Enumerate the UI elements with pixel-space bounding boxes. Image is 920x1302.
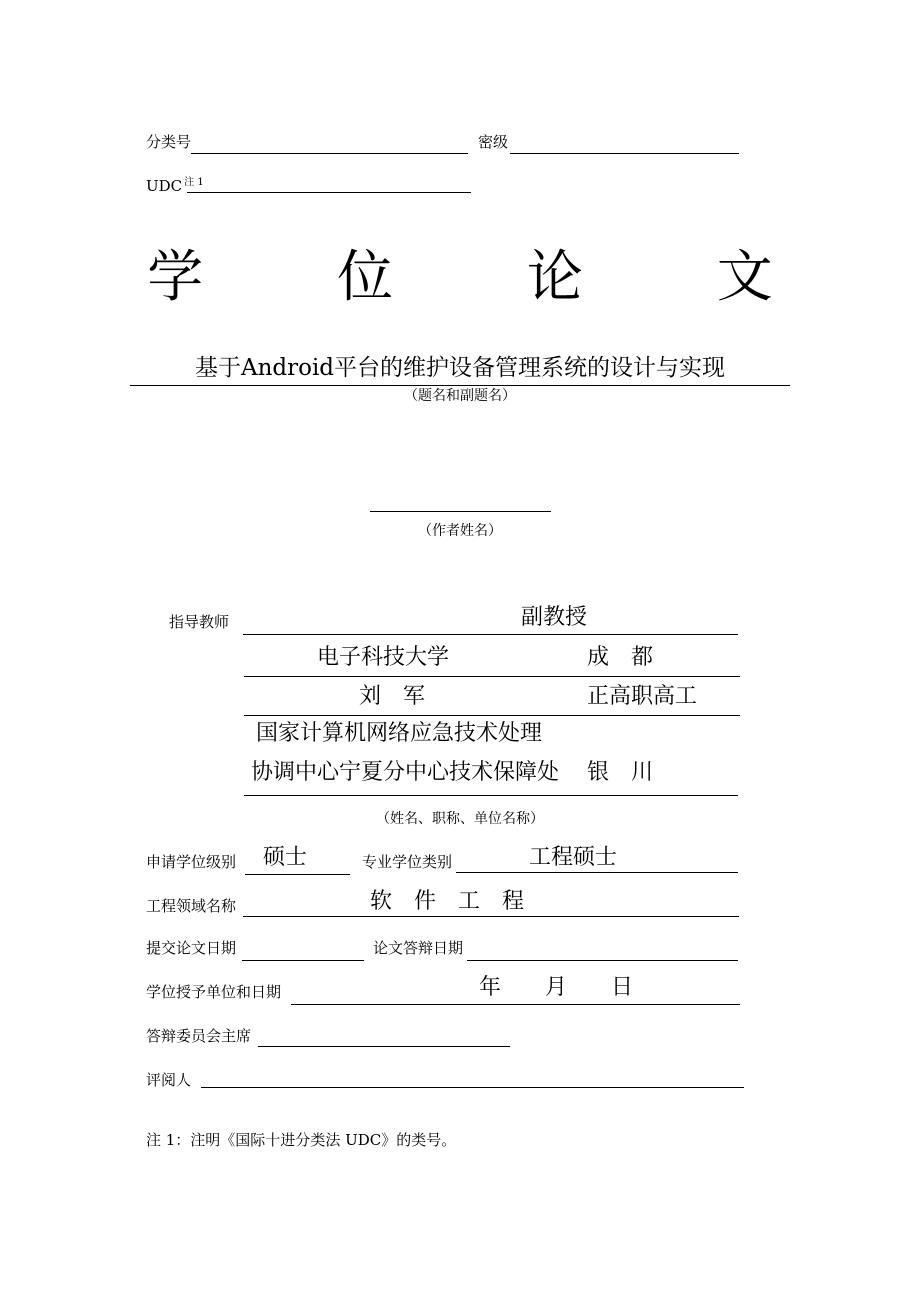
degree-type-value: 工程硕士 <box>529 845 618 870</box>
footnote: 注 1：注明《国际十进分类法 UDC》的类号。 <box>146 1131 457 1149</box>
degree-level-label: 申请学位级别 <box>146 853 237 871</box>
classification-label: 分类号 <box>146 133 192 151</box>
advisor-unit: 电子科技大学 <box>317 645 450 670</box>
author-caption: （作者姓名） <box>418 523 502 539</box>
committee-chair-line[interactable] <box>258 1046 510 1047</box>
degree-type-line[interactable] <box>456 872 738 873</box>
advisor-row1-line[interactable] <box>243 634 738 635</box>
degree-type-label: 专业学位类别 <box>362 853 453 871</box>
author-name-field[interactable] <box>370 511 551 512</box>
udc-field[interactable] <box>187 192 471 193</box>
co-advisor-unit-line1: 国家计算机网络应急技术处理 <box>256 721 543 746</box>
degree-level-value: 硕士 <box>263 845 308 870</box>
secret-level-field[interactable] <box>510 153 739 154</box>
co-advisor-name: 刘 军 <box>359 684 426 709</box>
advisor-caption: （姓名、职称、单位名称） <box>376 811 544 827</box>
advisor-title: 副教授 <box>521 605 588 630</box>
field-name-label: 工程领域名称 <box>146 897 237 915</box>
advisor-row2-line[interactable] <box>244 676 740 677</box>
advisor-row3-line[interactable] <box>244 715 740 716</box>
field-name-value: 软 件 工 程 <box>370 889 525 914</box>
udc-label: UDC $^{注 1}$ <box>146 177 204 195</box>
thesis-title: 基于Android平台的维护设备管理系统的设计与实现 <box>194 355 726 381</box>
classification-field[interactable] <box>191 153 468 154</box>
advisor-row4-line[interactable] <box>244 795 738 796</box>
defense-date-label: 论文答辩日期 <box>373 939 464 957</box>
advisor-label: 指导教师 <box>169 613 230 631</box>
submit-date-line[interactable] <box>242 960 364 961</box>
udc-note-mark: 注 1 <box>184 177 204 188</box>
grant-unit-date-label: 学位授予单位和日期 <box>146 983 282 1001</box>
secret-level-label: 密级 <box>478 133 509 151</box>
co-advisor-title: 正高职高工 <box>587 684 698 709</box>
degree-level-line[interactable] <box>245 874 350 875</box>
defense-date-line[interactable] <box>467 960 738 961</box>
grant-unit-date-line[interactable] <box>291 1004 740 1005</box>
advisor-city: 成 都 <box>587 645 654 670</box>
thesis-title-caption: （题名和副题名） <box>404 388 516 404</box>
field-name-line[interactable] <box>243 916 739 917</box>
reviewer-line[interactable] <box>201 1087 744 1088</box>
grant-date-value: 年 月 日 <box>479 975 634 1000</box>
thesis-title-underline <box>130 385 790 386</box>
document-type-title: 学 位 论 文 <box>147 245 831 310</box>
co-advisor-unit-line2: 协调中心宁夏分中心技术保障处 <box>251 760 560 785</box>
reviewer-label: 评阅人 <box>146 1071 192 1089</box>
committee-chair-label: 答辩委员会主席 <box>146 1027 252 1045</box>
submit-date-label: 提交论文日期 <box>146 939 237 957</box>
co-advisor-city: 银 川 <box>587 760 654 785</box>
